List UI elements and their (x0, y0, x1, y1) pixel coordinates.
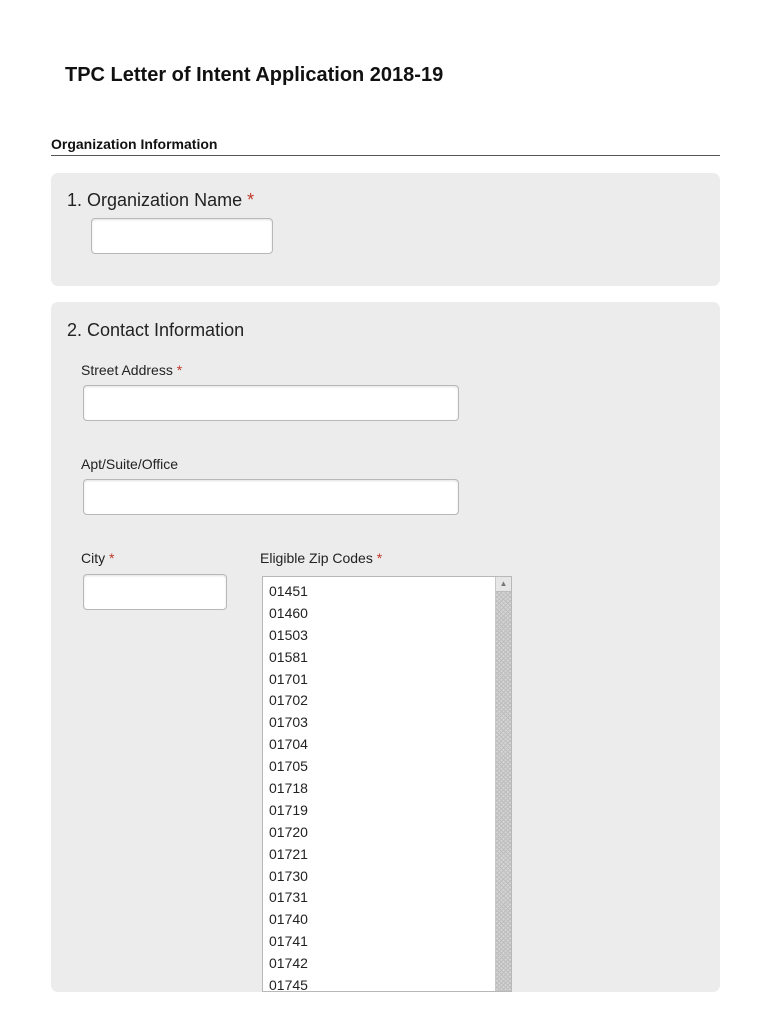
eligible-zip-codes-listbox[interactable] (262, 576, 512, 992)
required-asterisk: * (176, 362, 183, 378)
zip-code-option[interactable]: 01701 (269, 670, 308, 687)
scroll-up-button[interactable] (496, 577, 511, 592)
required-asterisk: * (109, 550, 115, 566)
zip-code-option[interactable]: 01705 (269, 758, 308, 775)
zip-code-option[interactable]: 01718 (269, 780, 308, 797)
zip-code-option[interactable]: 01719 (269, 801, 308, 818)
zip-code-option[interactable]: 01741 (269, 933, 308, 950)
section-heading: Organization Information (51, 136, 720, 156)
organization-name-input[interactable] (91, 218, 273, 254)
triangle-up-icon: ▲ (499, 579, 508, 588)
city-label-text: City (81, 550, 106, 566)
zip-code-option[interactable]: 01720 (269, 823, 308, 840)
zip-code-option[interactable]: 01460 (269, 604, 308, 621)
zip-code-option[interactable]: 01731 (269, 889, 308, 906)
street-address-input[interactable] (83, 385, 459, 421)
zip-code-option[interactable]: 01740 (269, 911, 308, 928)
zip-code-option[interactable]: 01721 (269, 845, 308, 862)
zip-code-option[interactable]: 01451 (269, 583, 308, 599)
question-title-text: 1. Organization Name (67, 190, 243, 210)
question-title (67, 190, 254, 211)
required-asterisk: * (376, 550, 383, 566)
zip-code-option[interactable]: 01730 (269, 867, 308, 884)
question-card-contact-information (51, 302, 720, 992)
zip-code-list (263, 581, 495, 992)
question-card-organization-name (51, 173, 720, 286)
city-label (81, 550, 114, 566)
apt-suite-office-label: Apt/Suite/Office (81, 456, 179, 472)
zip-code-option[interactable]: 01581 (269, 648, 308, 665)
page-title: TPC Letter of Intent Application 2018-19 (65, 64, 444, 86)
street-address-label-text: Street Address (81, 362, 173, 378)
listbox-scrollbar[interactable] (495, 577, 511, 991)
eligible-zip-codes-label (260, 550, 382, 566)
city-input[interactable] (83, 574, 227, 610)
zip-code-option[interactable]: 01703 (269, 714, 308, 731)
zip-code-option[interactable]: 01704 (269, 736, 308, 753)
zip-code-option[interactable]: 01742 (269, 955, 308, 972)
eligible-zip-codes-label-text: Eligible Zip Codes (260, 550, 373, 566)
street-address-label (81, 362, 182, 378)
zip-code-option[interactable]: 01702 (269, 692, 308, 709)
apt-suite-office-input[interactable] (83, 479, 459, 515)
zip-code-option[interactable]: 01745 (269, 977, 308, 992)
question-title: 2. Contact Information (67, 320, 245, 340)
required-asterisk: * (247, 190, 255, 210)
zip-code-option[interactable]: 01503 (269, 626, 308, 643)
